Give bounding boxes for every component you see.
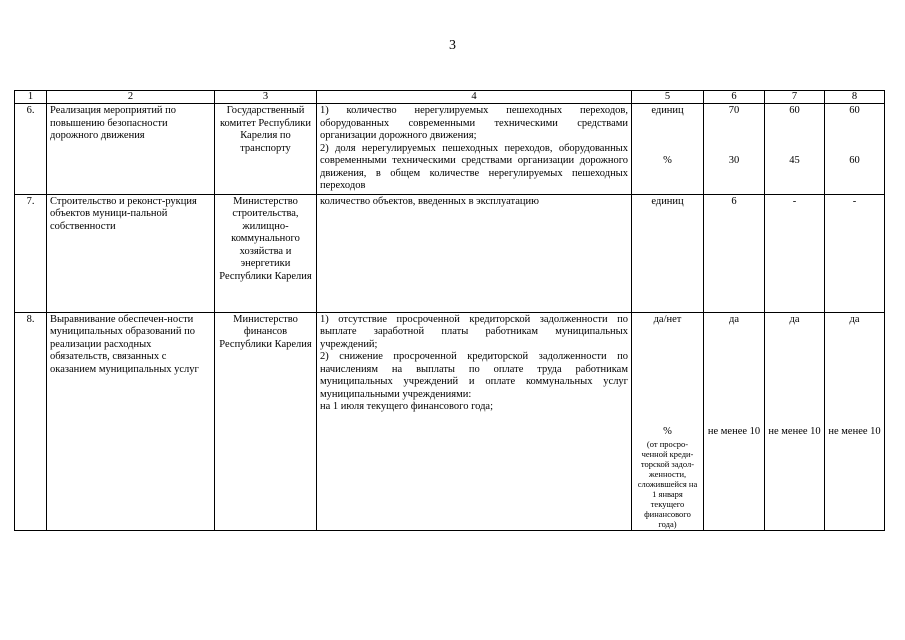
- value: 30: [728, 154, 740, 166]
- value: не менее 10: [707, 426, 761, 437]
- header-cell: 4: [317, 91, 632, 104]
- value-cell: [765, 104, 825, 195]
- value: 45: [789, 154, 800, 166]
- value-cell: [825, 104, 885, 195]
- executor: Министерство строительства, жилищно-коммунального хозяйства и энергетики Республики Карелия: [215, 194, 317, 312]
- header-cell: 7: [765, 91, 825, 104]
- header-row: [15, 91, 885, 104]
- unit-cell: [632, 312, 704, 530]
- value-cell: [765, 312, 825, 530]
- indicator-text: 2) снижение просроченной кредиторской задолженности по начислениям на выплаты по оплате труда работникам муниципальных учреждений и оплате коммунальных услуг муниципальными учреждениями:: [320, 351, 628, 400]
- value: -: [765, 194, 825, 312]
- table-row: [15, 194, 885, 312]
- header-cell: 1: [15, 91, 47, 104]
- row-number: 7.: [15, 194, 47, 312]
- indicator-text: 1) количество нерегулируемых пешеходных переходов, оборудованных современными техническими средствами организации дорожного движения;: [320, 105, 628, 141]
- indicator-text: 1) отсутствие просроченной кредиторской задолженности по выплате заработной платы работникам муниципальных учреждений;: [320, 313, 628, 350]
- value-cell: [704, 312, 765, 530]
- value-cell: [825, 312, 885, 530]
- value: не менее 10: [768, 426, 821, 437]
- value: да: [789, 313, 800, 325]
- header-cell: 3: [215, 91, 317, 104]
- executor: Государственный комитет Республики Карелия по транспорту: [215, 104, 317, 195]
- row-number: 8.: [15, 312, 47, 530]
- value: 60: [849, 154, 860, 166]
- header-cell: 6: [704, 91, 765, 104]
- value-cell: [704, 104, 765, 195]
- header-cell: 8: [825, 91, 885, 104]
- header-cell: 5: [632, 91, 704, 104]
- indicator-text: 2) доля нерегулируемых пешеходных переходов, оборудованных современными техническими средствами организации дорожного движения, в общем количестве нерегулируемых пешеходных переходов: [320, 142, 628, 191]
- measure-name: Реализация мероприятий по повышению безопасности дорожного движения: [47, 104, 215, 195]
- unit-note: (от просро-ченной креди-торской задол-женности, сложившейся на 1 января текущего финансового года): [637, 438, 698, 529]
- row-number: 6.: [15, 104, 47, 195]
- table-row: [15, 104, 885, 195]
- value: да: [849, 313, 860, 325]
- header-cell: 2: [47, 91, 215, 104]
- value: 6: [704, 194, 765, 312]
- value: -: [825, 194, 885, 312]
- unit-value: да/нет: [653, 313, 682, 325]
- page-number: 3: [449, 38, 456, 53]
- executor: Министерство финансов Республики Карелия: [215, 312, 317, 530]
- indicator-text: на 1 июля текущего финансового года;: [320, 401, 493, 412]
- value: 70: [728, 105, 740, 116]
- indicator-cell: [317, 104, 632, 195]
- indicator-cell: [317, 194, 632, 312]
- table-row: [15, 312, 885, 530]
- measure-name: Строительство и реконст-рукция объектов муници-пальной собственности: [47, 194, 215, 312]
- unit-value: единиц: [632, 194, 704, 312]
- measure-name: Выравнивание обеспечен-ности муниципальных образований по реализации расходных обязательств, связанных с оказанием муниципальных услуг: [47, 312, 215, 530]
- indicator-cell: [317, 312, 632, 530]
- value: не менее 10: [828, 426, 881, 437]
- unit-value: %: [663, 426, 672, 437]
- indicators-table: [14, 90, 885, 531]
- value: 60: [789, 105, 800, 116]
- unit-cell: [632, 104, 704, 195]
- unit-value: %: [663, 154, 672, 166]
- value: 60: [849, 105, 860, 116]
- unit-value: единиц: [651, 105, 684, 116]
- indicator-text: количество объектов, введенных в эксплуатацию: [320, 195, 539, 207]
- value: да: [728, 313, 739, 325]
